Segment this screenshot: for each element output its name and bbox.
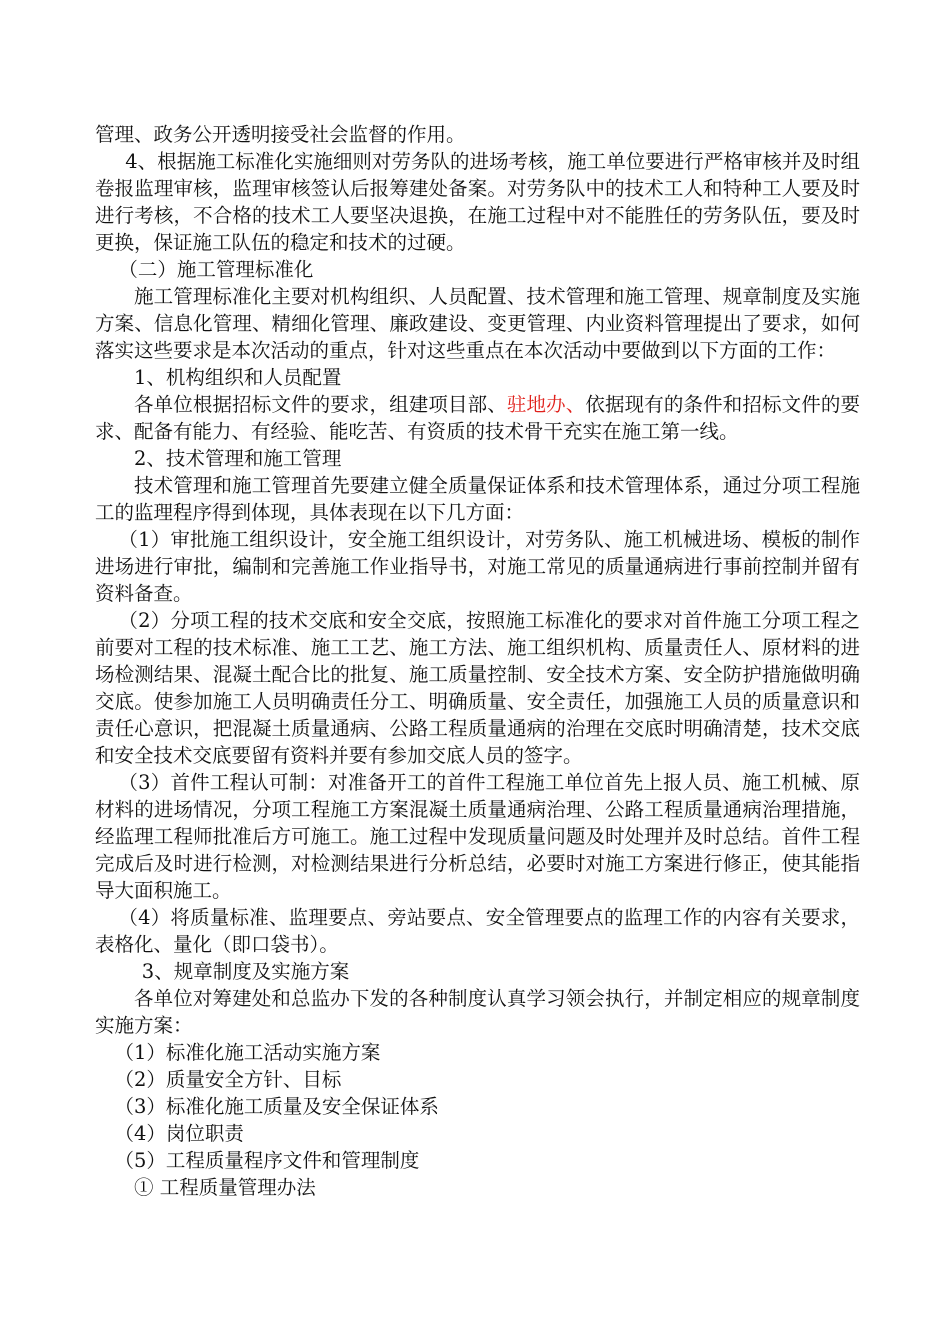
paragraph-staffing-part2: 依据现有的条件和招标文件的要求、配备有能力、有经验、能吃苦、有资质的技术骨干充实在施工第一线。 [95, 393, 860, 443]
paragraph-staffing [95, 391, 860, 445]
plan-item-3: （3）标准化施工质量及安全保证体系 [114, 1095, 439, 1118]
subheading-2: 2、技术管理和施工管理 [134, 447, 342, 470]
list-item-2: （2）分项工程的技术交底和安全交底，按照施工标准化的要求对首件施工分项工程之前要对工程的技术标准、施工工艺、施工方法、施工组织机构、质量责任人、原材料的进场检测结果、混凝土配合比的批复、施工质量控制、安全技术方案、安全防护措施做明确交底。使参加施工人员明确责任分工、明确质量、安全责任，加强施工人员的质量意识和责任心意识，把混凝土质量通病、公路工程质量通病的治理在交底时明确清楚，技术交底和安全技术交底要留有资料并要有参加交底人员的签字。 [95, 609, 860, 767]
plan-item-1: （1）标准化施工活动实施方案 [114, 1041, 381, 1064]
list-item-3: （3）首件工程认可制：对准备开工的首件工程施工单位首先上报人员、施工机械、原材料的进场情况，分项工程施工方案混凝土质量通病治理、公路工程质量通病治理措施，经监理工程师批准后方可施工。施工过程中发现质量问题及时处理并及时总结。首件工程完成后及时进行检测，对检测结果进行分析总结，必要时对施工方案进行修正，使其能指导大面积施工。 [95, 771, 860, 902]
highlighted-text: 驻地办、 [506, 393, 586, 416]
subheading-1: 1、机构组织和人员配置 [134, 366, 342, 389]
plan-item-2: （2）质量安全方针、目标 [114, 1068, 342, 1091]
section-heading-2: （二）施工管理标准化 [118, 258, 314, 281]
plan-item-5: （5）工程质量程序文件和管理制度 [114, 1149, 420, 1172]
list-item-4: （4）将质量标准、监理要点、旁站要点、安全管理要点的监理工作的内容有关要求，表格化、量化（即口袋书）。 [95, 906, 860, 956]
paragraph-regulations: 各单位对筹建处和总监办下发的各种制度认真学习领会执行，并制定相应的规章制度实施方案： [95, 987, 860, 1037]
subheading-3: 3、规章制度及实施方案 [141, 960, 350, 983]
document-page [95, 121, 860, 1201]
paragraph-section-intro: 施工管理标准化主要对机构组织、人员配置、技术管理和施工管理、规章制度及实施方案、信息化管理、精细化管理、廉政建设、变更管理、内业资料管理提出了要求，如何落实这些要求是本次活动的重点，针对这些重点在本次活动中要做到以下方面的工作： [95, 285, 860, 362]
plan-item-4: （4）岗位职责 [114, 1122, 244, 1145]
paragraph-1: 管理、政务公开透明接受社会监督的作用。 [95, 123, 466, 146]
paragraph-item-4: 4、根据施工标准化实施细则对劳务队的进场考核，施工单位要进行严格审核并及时组卷报监理审核，监理审核签认后报筹建处备案。对劳务队中的技术工人和特种工人要及时进行考核，不合格的技术工人要坚决退换，在施工过程中对不能胜任的劳务队伍，要及时更换，保证施工队伍的稳定和技术的过硬。 [95, 150, 860, 254]
paragraph-tech-management: 技术管理和施工管理首先要建立健全质量保证体系和技术管理体系，通过分项工程施工的监理程序得到体现，具体表现在以下几方面： [95, 474, 860, 524]
sub-plan-item-1: ① 工程质量管理办法 [134, 1176, 316, 1199]
paragraph-staffing-part1: 各单位根据招标文件的要求，组建项目部、 [134, 393, 507, 416]
list-item-1: （1）审批施工组织设计，安全施工组织设计，对劳务队、施工机械进场、模板的制作进场进行审批，编制和完善施工作业指导书，对施工常见的质量通病进行事前控制并留有资料备查。 [95, 528, 860, 605]
